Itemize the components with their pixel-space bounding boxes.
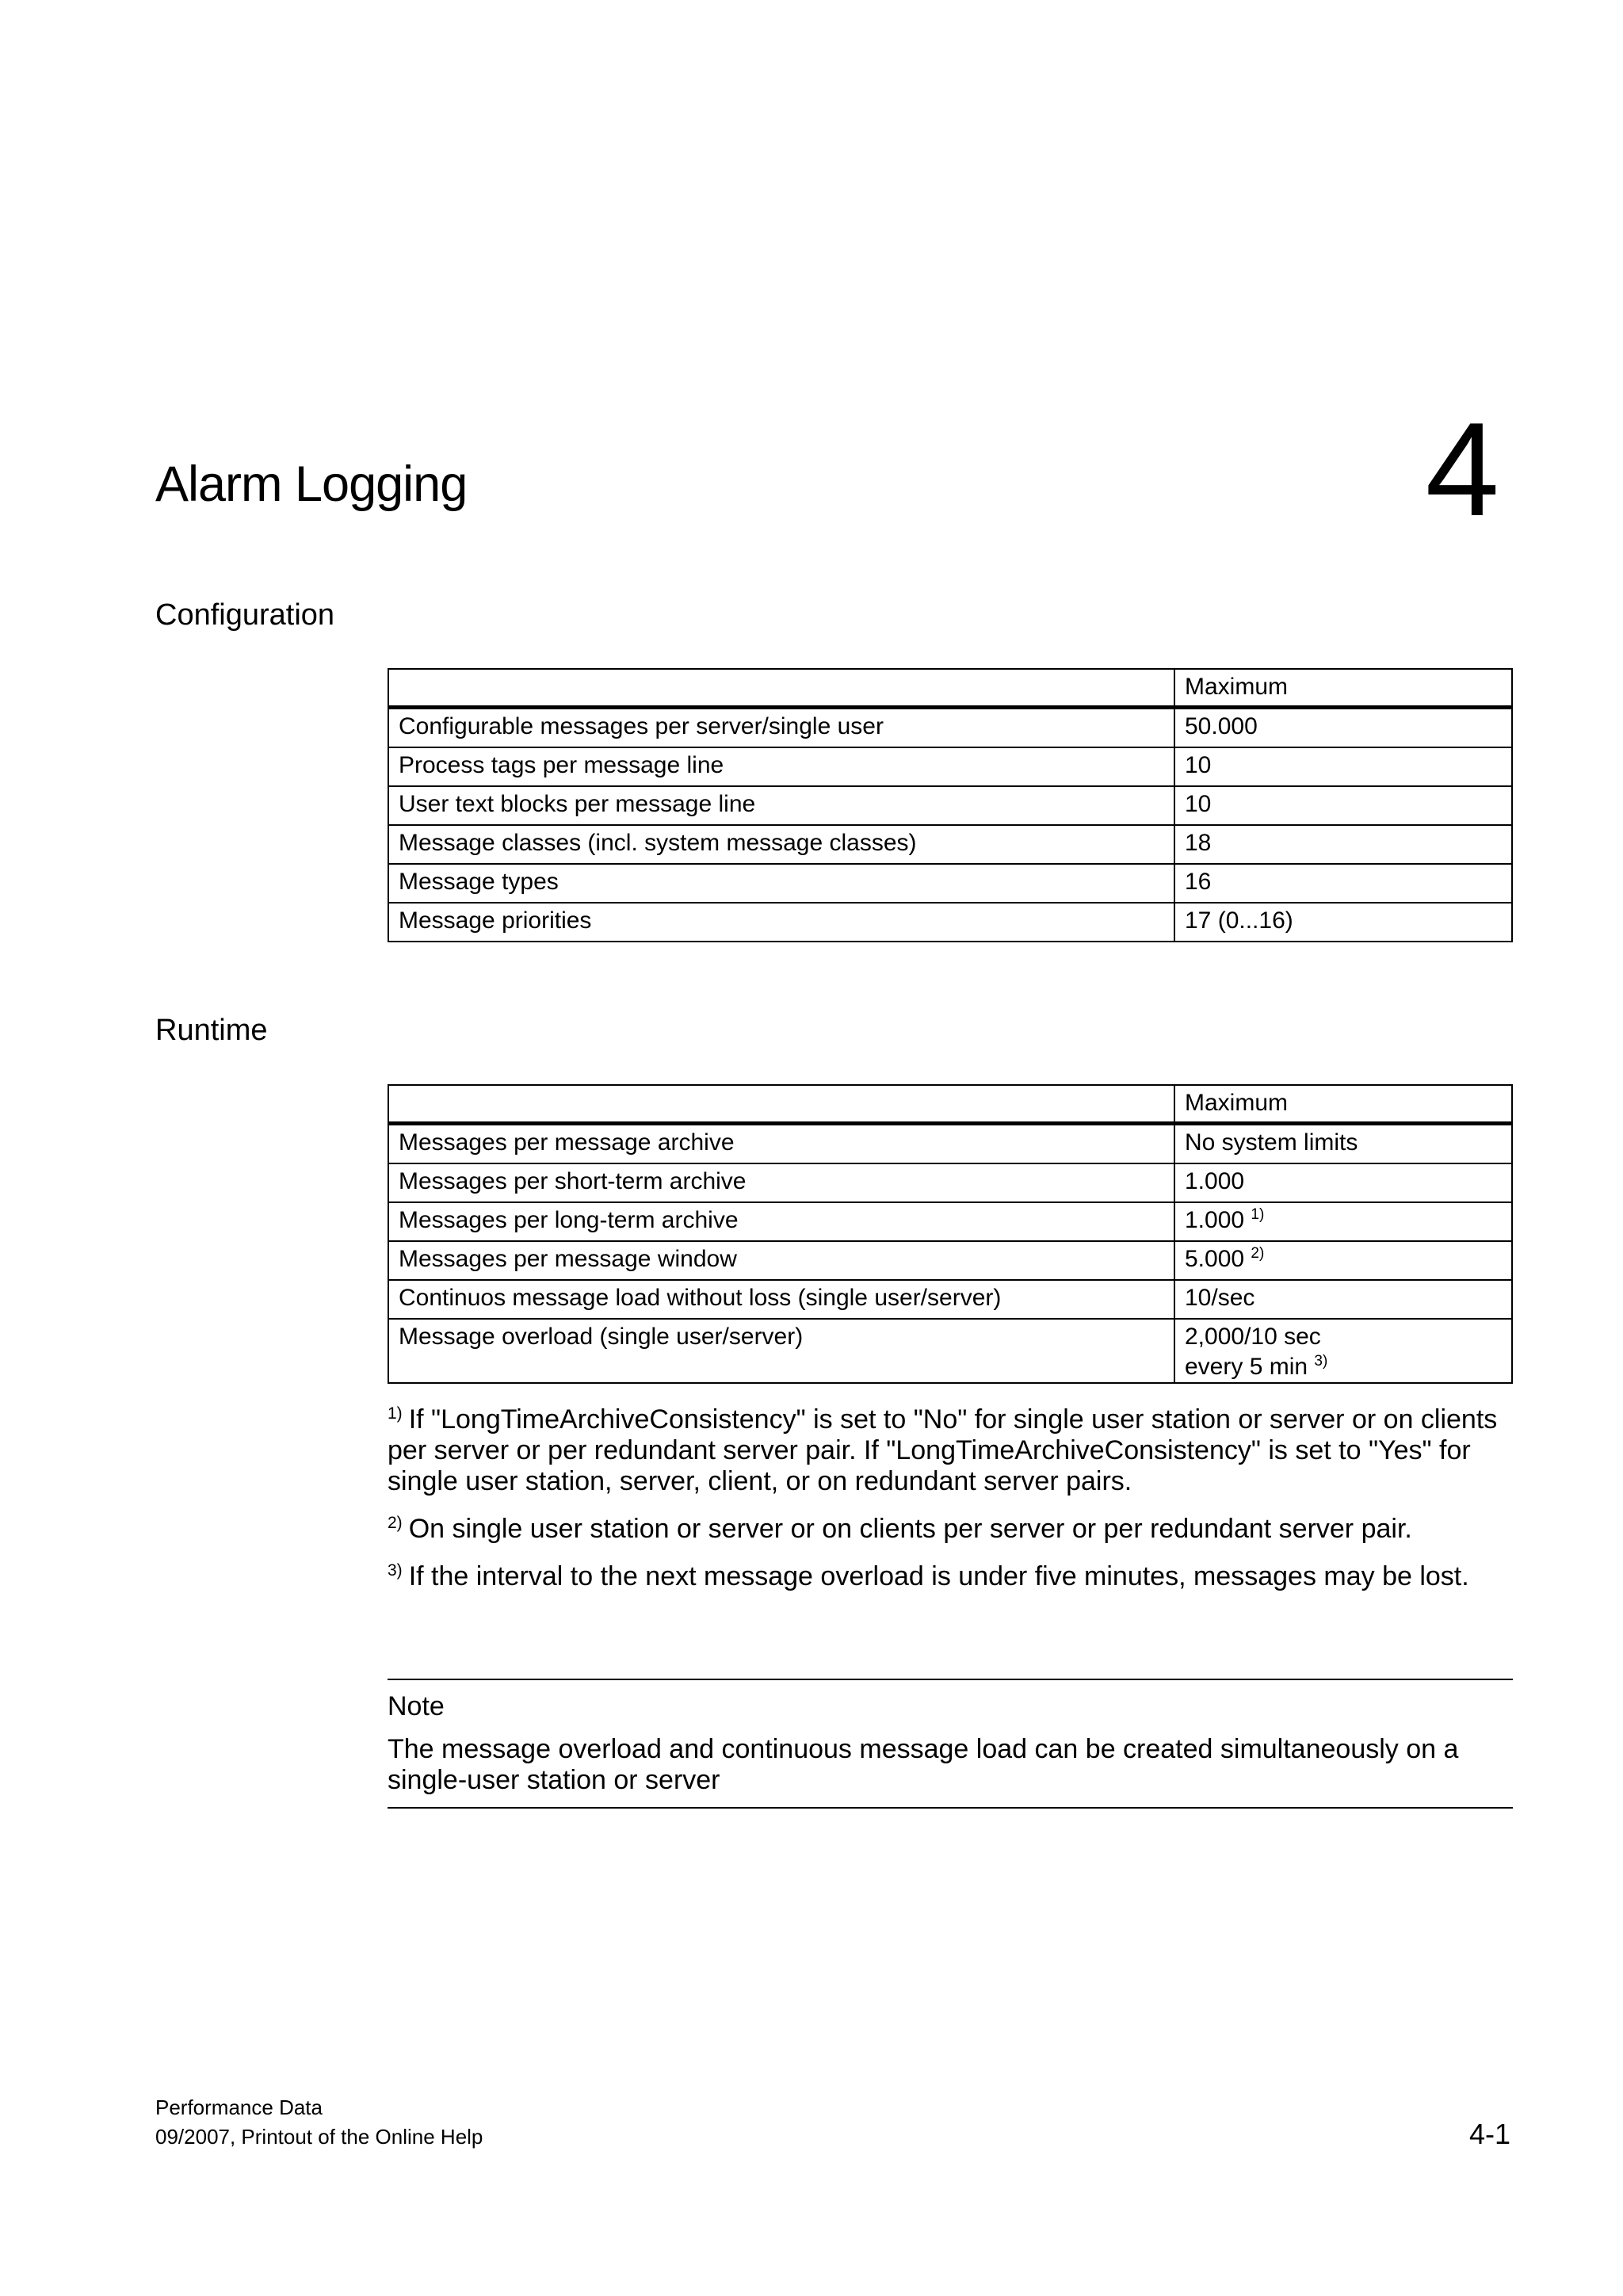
- table-row: [388, 1241, 1512, 1280]
- note-text: The message overload and continuous message load can be created simultaneously on a single-user station or server: [388, 1733, 1459, 1795]
- table-row: [388, 1202, 1512, 1241]
- chapter-title: Alarm Logging: [155, 457, 468, 512]
- runtime-heading: Runtime: [155, 1014, 268, 1047]
- table-row: [388, 1280, 1512, 1319]
- footnote: [388, 1561, 1513, 1592]
- footnote-text: If "LongTimeArchiveConsistency" is set to "No" for single user station or server or on clients per server or per redundant server pair. If "LongTimeArchiveConsistency" is set to "Yes" for single user station, server, client, or on redundant server pairs.: [388, 1404, 1498, 1496]
- parameter-cell: Messages per message archive: [388, 1124, 1174, 1164]
- parameter-cell: Message classes (incl. system message classes): [388, 825, 1174, 864]
- parameter-cell: Continuos message load without loss (single user/server): [388, 1280, 1174, 1319]
- footer-document-title: Performance Data: [155, 2095, 323, 2119]
- footer-info: [155, 2093, 483, 2152]
- value-cell: [1174, 1202, 1512, 1241]
- footnote: [388, 1514, 1513, 1545]
- parameter-cell: Configurable messages per server/single user: [388, 708, 1174, 748]
- parameter-cell: Message priorities: [388, 903, 1174, 942]
- value-cell: 17 (0...16): [1174, 903, 1512, 942]
- value-text: 1.000: [1185, 1207, 1245, 1233]
- configuration-heading: Configuration: [155, 598, 335, 632]
- value-cell: [1174, 1241, 1512, 1280]
- footnote-marker: 2): [1251, 1245, 1265, 1262]
- parameter-cell: Messages per message window: [388, 1241, 1174, 1280]
- value-text-line2: [1185, 1352, 1502, 1382]
- value-text: every 5 min: [1185, 1354, 1308, 1380]
- parameter-cell: Messages per long-term archive: [388, 1202, 1174, 1241]
- value-cell: 10: [1174, 747, 1512, 786]
- table-row: [388, 747, 1512, 786]
- value-text: 5.000: [1185, 1246, 1245, 1272]
- value-text: 2,000/10 sec: [1185, 1324, 1321, 1350]
- table-row: [388, 825, 1512, 864]
- parameter-cell: Message types: [388, 864, 1174, 903]
- parameter-cell: Message overload (single user/server): [388, 1319, 1174, 1383]
- table-header-row: [388, 669, 1512, 708]
- value-cell: [1174, 1319, 1512, 1383]
- footnote-marker: 3): [388, 1561, 403, 1580]
- footnote-marker: 2): [388, 1514, 403, 1532]
- header-cell-parameter: [388, 1085, 1174, 1124]
- table-row: [388, 1124, 1512, 1164]
- page-number: 4-1: [1468, 2118, 1510, 2150]
- footer-edition: 09/2007, Printout of the Online Help: [155, 2125, 483, 2149]
- parameter-cell: Messages per short-term archive: [388, 1163, 1174, 1202]
- chapter-number: 4: [1425, 395, 1499, 544]
- footnote-marker: 1): [388, 1404, 403, 1423]
- table-header-row: [388, 1085, 1512, 1124]
- note-title: Note: [388, 1691, 445, 1721]
- table-row: [388, 1319, 1512, 1383]
- table-row: [388, 1163, 1512, 1202]
- table-row: [388, 864, 1512, 903]
- note-box: [388, 1679, 1513, 1809]
- header-cell-maximum: Maximum: [1174, 1085, 1512, 1124]
- footnote-text: On single user station or server or on clients per server or per redundant server pair.: [408, 1514, 1412, 1544]
- configuration-table: [388, 668, 1513, 942]
- parameter-cell: User text blocks per message line: [388, 786, 1174, 825]
- value-cell: No system limits: [1174, 1124, 1512, 1164]
- value-cell: 10/sec: [1174, 1280, 1512, 1319]
- parameter-cell: Process tags per message line: [388, 747, 1174, 786]
- footnotes: [388, 1404, 1513, 1609]
- footnote-marker: 3): [1314, 1353, 1328, 1370]
- footnote-marker: 1): [1251, 1206, 1265, 1223]
- table-row: [388, 708, 1512, 748]
- value-cell: 16: [1174, 864, 1512, 903]
- table-row: [388, 786, 1512, 825]
- header-cell-maximum: Maximum: [1174, 669, 1512, 708]
- footnote: [388, 1404, 1513, 1497]
- table-row: [388, 903, 1512, 942]
- runtime-table: [388, 1084, 1513, 1384]
- header-cell-parameter: [388, 669, 1174, 708]
- footnote-text: If the interval to the next message overload is under five minutes, messages may be lost.: [408, 1561, 1469, 1591]
- value-cell: 10: [1174, 786, 1512, 825]
- value-cell: 50.000: [1174, 708, 1512, 748]
- value-cell: 1.000: [1174, 1163, 1512, 1202]
- value-cell: 18: [1174, 825, 1512, 864]
